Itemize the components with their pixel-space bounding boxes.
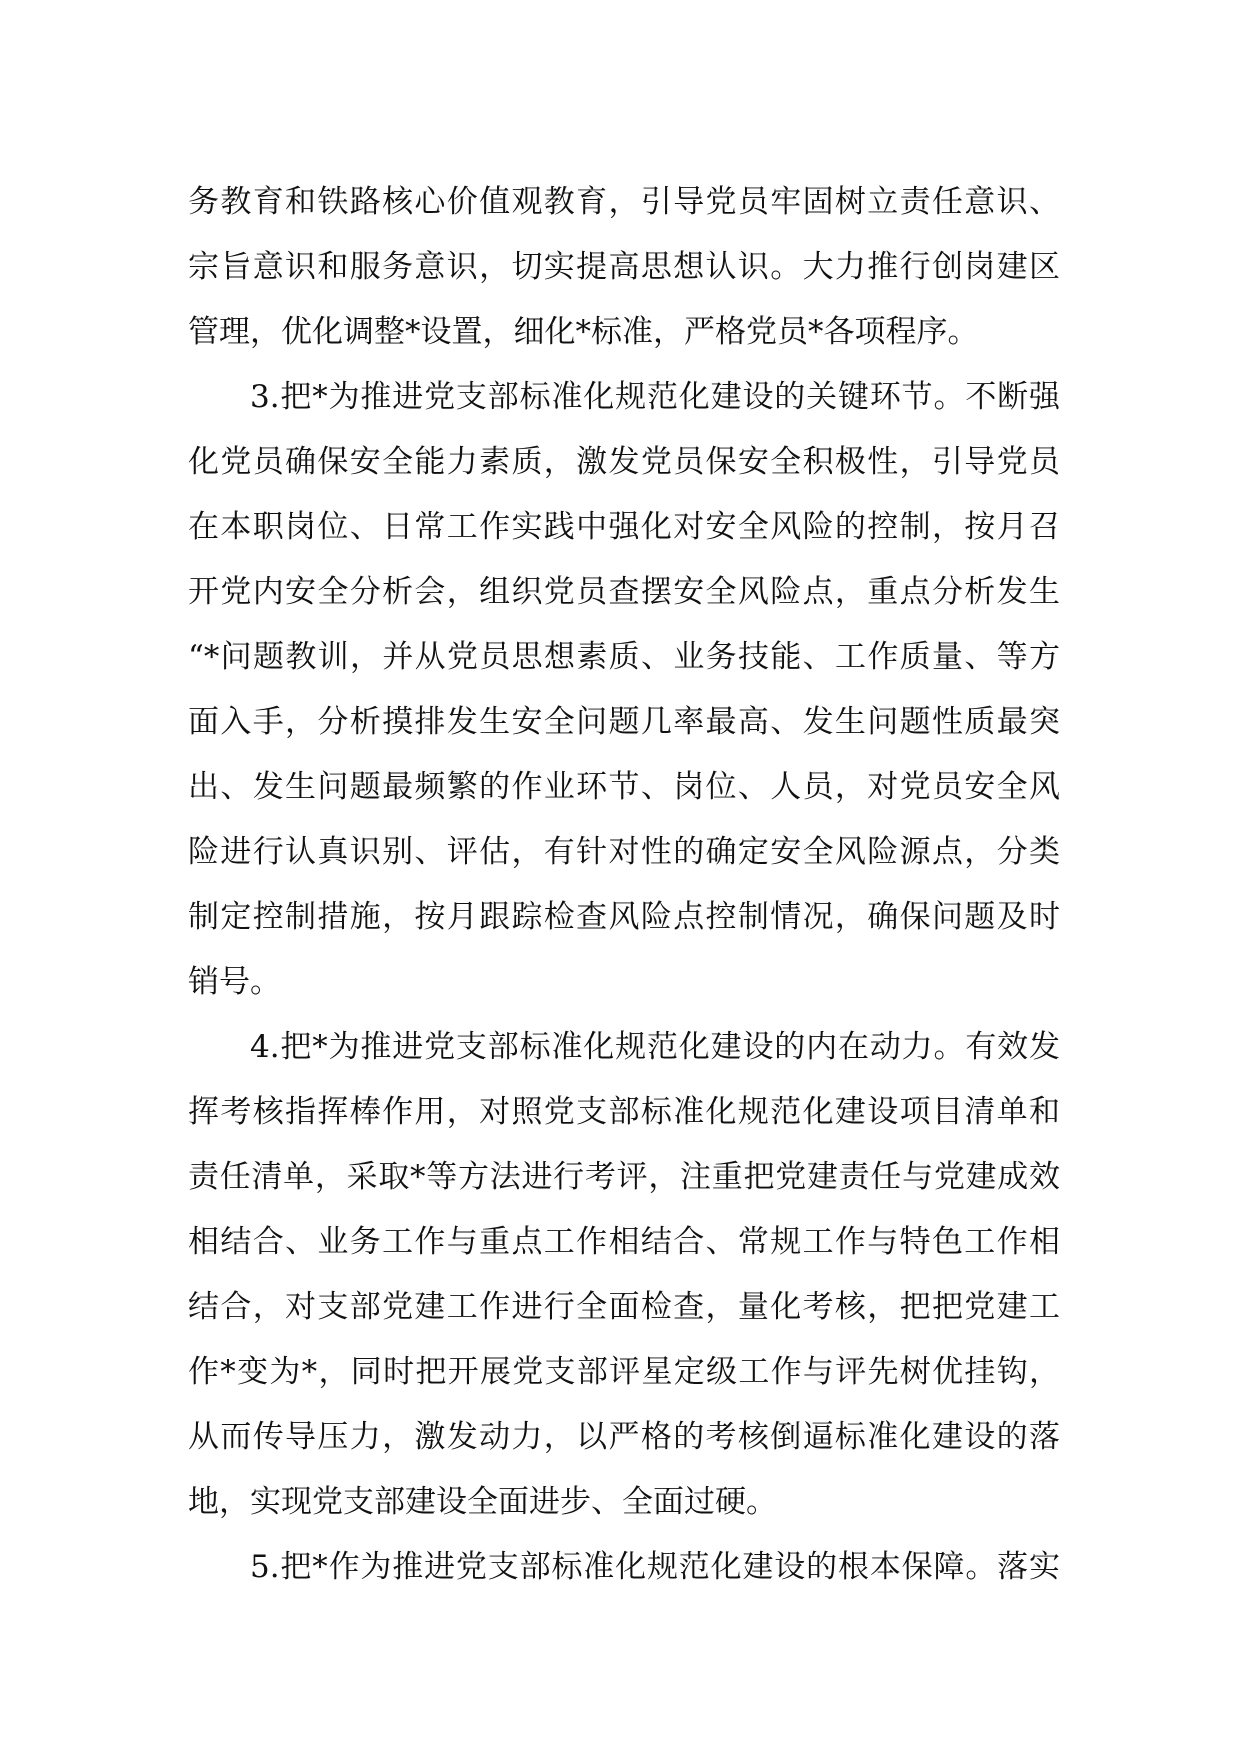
text-line: 管理，优化调整*设置，细化*标准，严格党员*各项程序。 xyxy=(188,314,979,350)
document-body xyxy=(188,170,1060,1600)
paragraph-5-first-line: 5.把*作为推进党支部标准化规范化建设的根本保障。落实 xyxy=(250,1549,1060,1585)
text-line: 地，实现党支部建设全面进步、全面过硬。 xyxy=(188,1484,777,1520)
text-line: 从而传导压力，激发动力，以严格的考核倒逼标准化建设的落 xyxy=(188,1419,1060,1455)
text-line: 面入手，分析摸排发生安全问题几率最高、发生问题性质最突 xyxy=(188,704,1060,740)
text-line: 结合，对支部党建工作进行全面检查，量化考核，把把党建工 xyxy=(188,1289,1060,1325)
text-line: 责任清单，采取*等方法进行考评，注重把党建责任与党建成效 xyxy=(188,1159,1060,1195)
text-line: 开党内安全分析会，组织党员查摆安全风险点，重点分析发生 xyxy=(188,574,1060,610)
text-line: 宗旨意识和服务意识，切实提高思想认识。大力推行创岗建区 xyxy=(188,249,1060,285)
paragraph-3-first-line: 3.把*为推进党支部标准化规范化建设的关键环节。不断强 xyxy=(250,379,1060,415)
paragraph-4-first-line: 4.把*为推进党支部标准化规范化建设的内在动力。有效发 xyxy=(250,1029,1060,1065)
text-line: 险进行认真识别、评估，有针对性的确定安全风险源点，分类 xyxy=(188,834,1060,870)
text-line: 销号。 xyxy=(188,964,281,1000)
text-line: 作*变为*，同时把开展党支部评星定级工作与评先树优挂钩， xyxy=(188,1354,1060,1390)
text-line: 出、发生问题最频繁的作业环节、岗位、人员，对党员安全风 xyxy=(188,769,1060,805)
text-line: 挥考核指挥棒作用，对照党支部标准化规范化建设项目清单和 xyxy=(188,1094,1060,1130)
text-line: “*问题教训，并从党员思想素质、业务技能、工作质量、等方 xyxy=(188,639,1060,675)
text-line: 制定控制措施，按月跟踪检查风险点控制情况，确保问题及时 xyxy=(188,899,1060,935)
text-line: 相结合、业务工作与重点工作相结合、常规工作与特色工作相 xyxy=(188,1224,1060,1260)
text-line: 在本职岗位、日常工作实践中强化对安全风险的控制，按月召 xyxy=(188,509,1060,545)
text-line: 化党员确保安全能力素质，激发党员保安全积极性，引导党员 xyxy=(188,444,1060,480)
text-line: 务教育和铁路核心价值观教育，引导党员牢固树立责任意识、 xyxy=(188,184,1060,220)
